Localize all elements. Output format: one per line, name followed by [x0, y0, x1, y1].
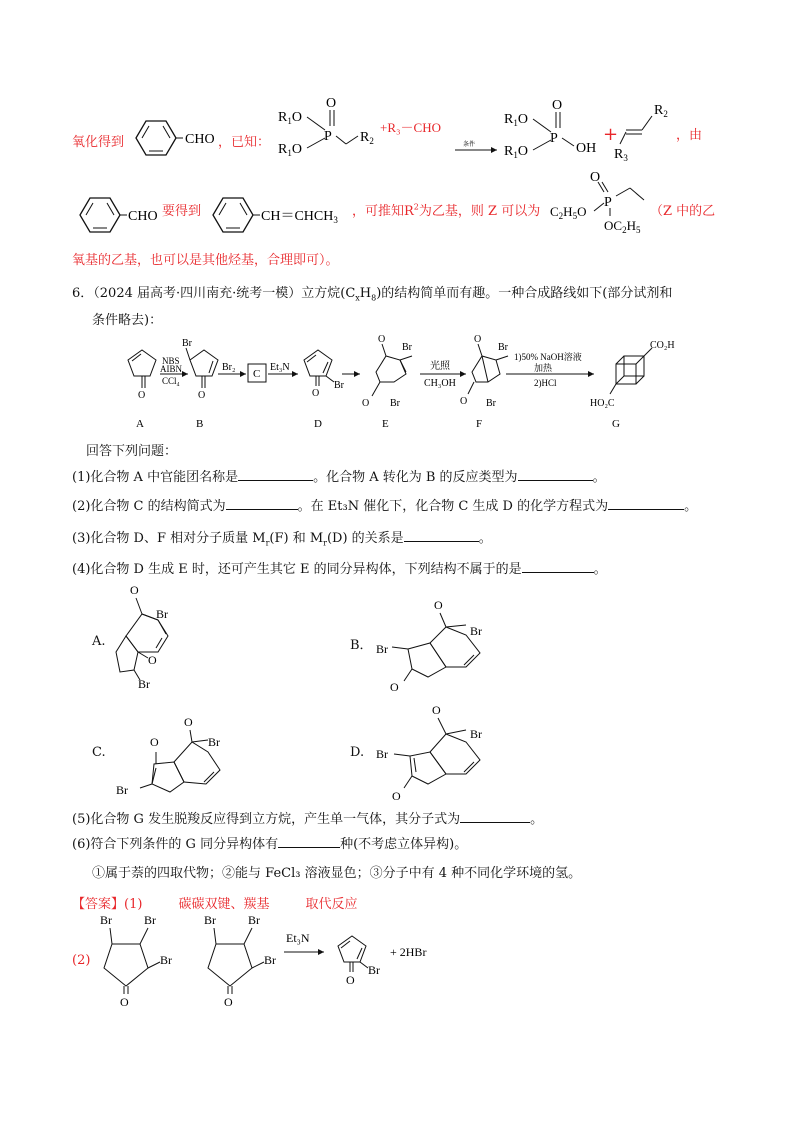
compound-c-copy: [204, 913, 276, 1009]
svg-text:O: O: [224, 995, 233, 1009]
blank-2b[interactable]: [608, 496, 684, 510]
note-text-b: 氧基的乙基，也可以是其他烃基，合理即可）。: [72, 253, 339, 268]
you-text: ，由: [676, 128, 703, 143]
svg-text:O: O: [312, 388, 320, 399]
benzaldehyde-structure-2: [72, 195, 167, 235]
svg-text:B: B: [196, 418, 204, 430]
question-4: (4)化合物 D 生成 E 时，还可产生其它 E 的同分异构体，下列结构不属于的是 。: [72, 558, 607, 577]
svg-text:光照: 光照: [430, 361, 450, 372]
svg-text:O: O: [392, 789, 401, 803]
svg-text:O: O: [150, 735, 159, 749]
question-2: (2)化合物 C 的结构简式为 。在 Et₃N 催化下，化合物 C 生成 D 的化学方程式为 。: [72, 495, 697, 514]
compound-e: [362, 334, 413, 430]
svg-text:Br: Br: [248, 913, 260, 927]
option-d-label[interactable]: D.: [350, 745, 365, 760]
svg-text:R2: $R_2$: [654, 103, 668, 119]
svg-text:F: F: [476, 418, 483, 430]
svg-text:1)50% NaOH溶液: 1)50% NaOH溶液: [514, 352, 582, 362]
q6-intro: 6．（2024 届高考·四川南充·统考一模）立方烷$(C_xH_8)$的结构简单而有趣。一种合成路线如下(部分试剂和: [72, 286, 673, 303]
blank-3[interactable]: [404, 528, 479, 542]
compound-d-answer: [338, 936, 380, 987]
svg-text:Br: Br: [368, 963, 380, 977]
svg-text:R1O: $R_1O$: [278, 110, 302, 126]
svg-text:O: O: [552, 98, 563, 113]
styrene-derivative-structure: [205, 195, 360, 235]
blank-6[interactable]: [278, 834, 340, 848]
svg-text:NBS: NBS: [162, 356, 180, 366]
svg-text:R1O: $R_1O$: [504, 144, 528, 160]
svg-text:Br: Br: [144, 913, 156, 927]
svg-text:Br: Br: [334, 380, 344, 391]
compound-d: [304, 350, 345, 430]
svg-text:O: O: [434, 598, 443, 612]
svg-text:O: O: [326, 96, 337, 111]
svg-text:G: G: [612, 418, 620, 430]
compound-f: [460, 334, 509, 430]
svg-text:A: A: [136, 418, 144, 430]
plus-sign: +: [603, 124, 619, 145]
svg-text:C2H5O: $C_2H_5O$: [550, 204, 587, 221]
blank-1a[interactable]: [238, 467, 313, 481]
svg-text:O: O: [138, 390, 146, 401]
svg-text:CH₃OH: CH₃OH: [424, 378, 456, 389]
svg-text:Br: Br: [376, 642, 388, 656]
svg-text:OH: OH: [576, 141, 597, 156]
option-d-structure: [370, 700, 500, 810]
svg-text:加热: 加热: [534, 363, 553, 373]
option-c-label[interactable]: C.: [92, 745, 106, 760]
cho-label: CHO: [185, 132, 215, 147]
svg-text:O: O: [362, 398, 370, 409]
question-5: (5)化合物 G 发生脱羧反应得到立方烷，产生单一气体，其分子式为 。: [72, 808, 543, 827]
known-text: ，已知：: [218, 135, 271, 150]
svg-text:OC2H5: $OC_2H_5$: [604, 218, 641, 235]
answer-n2: (2): [72, 953, 91, 968]
svg-text:AIBN: AIBN: [160, 364, 182, 374]
oxidize-text: 氧化得到: [72, 135, 125, 150]
answer-intro: 回答下列问题：: [86, 444, 178, 459]
blank-2a[interactable]: [226, 496, 298, 510]
question-6: (6)符合下列条件的 G 同分异构体有 种(不考虑立体异构)。: [72, 833, 467, 852]
svg-text:D: D: [314, 418, 322, 430]
svg-text:Br: Br: [100, 913, 112, 927]
svg-text:Et₃N: Et₃N: [270, 362, 290, 373]
synthesis-route: [110, 330, 710, 435]
svg-text:Br: Br: [486, 398, 496, 409]
svg-text:O: O: [460, 396, 468, 407]
q6-intro2: 条件略去)：: [92, 313, 163, 328]
svg-text:O: O: [184, 715, 193, 729]
alkene-product: [612, 96, 682, 166]
svg-text:CO₂H: CO₂H: [650, 340, 675, 351]
phosphonic-acid-product: [500, 94, 610, 164]
note-text-a: （Z 中的乙: [650, 204, 716, 219]
svg-text:Br: Br: [376, 747, 388, 761]
question-1: (1)化合物 A 中官能团名称是 。化合物 A 转化为 B 的反应类型为 。: [72, 466, 606, 485]
phosphonate-reagent: [270, 92, 470, 162]
svg-text:CHO: CHO: [128, 209, 158, 224]
svg-text:+R₃－CHO: +R₃－CHO: [380, 120, 441, 135]
svg-text:Br: Br: [208, 735, 220, 749]
svg-text:O: O: [390, 680, 399, 694]
svg-text:O: O: [432, 703, 441, 717]
svg-text:条件: 条件: [463, 142, 476, 148]
svg-text:Br: Br: [498, 342, 508, 353]
svg-text:C: C: [253, 368, 261, 380]
svg-text:Br: Br: [116, 783, 128, 797]
compound-b: [182, 338, 218, 430]
svg-text:Br: Br: [264, 953, 276, 967]
option-b-label[interactable]: B．: [350, 638, 373, 653]
svg-text:O: O: [130, 583, 139, 597]
z-phosphonate-structure: [548, 170, 663, 240]
option-a-structure: [110, 580, 205, 690]
svg-text:O: O: [120, 995, 129, 1009]
option-b-structure: [370, 595, 500, 695]
svg-text:CH＝CHCH3: $CH=CHCH_3$: [261, 209, 338, 225]
svg-text:CCl₄: CCl₄: [162, 376, 180, 386]
compound-g-cubane: [590, 340, 675, 430]
svg-text:O: O: [378, 334, 386, 345]
svg-text:2)HCl: 2)HCl: [534, 378, 557, 388]
to-get-text: 要得到: [162, 204, 202, 219]
compound-c: [100, 913, 172, 1009]
svg-text:Br: Br: [470, 727, 482, 741]
blank-5[interactable]: [460, 809, 530, 823]
reaction-arrow-1: [453, 140, 503, 156]
benzaldehyde-structure-1: [128, 118, 228, 158]
svg-text:Br: Br: [402, 342, 412, 353]
svg-text:Br: Br: [138, 677, 150, 691]
svg-text:Br₂: Br₂: [222, 362, 236, 373]
svg-text:O: O: [590, 170, 601, 185]
svg-text:P: P: [324, 129, 332, 144]
answer-equation: [90, 912, 510, 1012]
svg-text:O: O: [346, 973, 355, 987]
svg-text:Br: Br: [182, 338, 192, 349]
svg-text:P: P: [550, 131, 558, 146]
blank-1b[interactable]: [518, 467, 593, 481]
conditions-text: ①属于萘的四取代物；②能与 FeCl₃ 溶液显色；③分子中有 4 种不同化学环境的氢。: [92, 866, 582, 881]
svg-text:Br: Br: [160, 953, 172, 967]
svg-text:+ 2HBr: + 2HBr: [390, 945, 427, 959]
svg-text:Br: Br: [204, 913, 216, 927]
svg-text:O: O: [148, 653, 157, 667]
svg-text:Br: Br: [156, 607, 168, 621]
blank-4[interactable]: [522, 559, 594, 573]
svg-text:R2: $R_2$: [360, 130, 374, 146]
svg-text:Br: Br: [470, 624, 482, 638]
svg-text:Et₃N: Et₃N: [286, 931, 310, 945]
svg-text:Br: Br: [390, 398, 400, 409]
question-3: (3)化合物 D、F 相对分子质量 $M_r(F)$ 和 $M_r(D)$ 的关系是 。: [72, 527, 492, 548]
svg-text:E: E: [382, 418, 389, 430]
compound-a: [128, 350, 156, 430]
svg-text:R1O: $R_1O$: [278, 142, 302, 158]
option-a-label[interactable]: A.: [92, 634, 106, 649]
option-c-structure: [110, 712, 240, 812]
answer-line-1: 【答案】(1) 碳碳双键、羰基 取代反应: [72, 897, 358, 912]
svg-text:O: O: [198, 390, 206, 401]
svg-text:R3: $R_3$: [614, 147, 628, 163]
svg-text:O: O: [474, 334, 482, 345]
svg-text:R1O: $R_1O$: [504, 112, 528, 128]
infer-text: ，可推知$R^2$为乙基，则 Z 可以为: [352, 202, 541, 219]
svg-text:HO₂C: HO₂C: [590, 398, 615, 409]
svg-text:P: P: [604, 195, 612, 210]
